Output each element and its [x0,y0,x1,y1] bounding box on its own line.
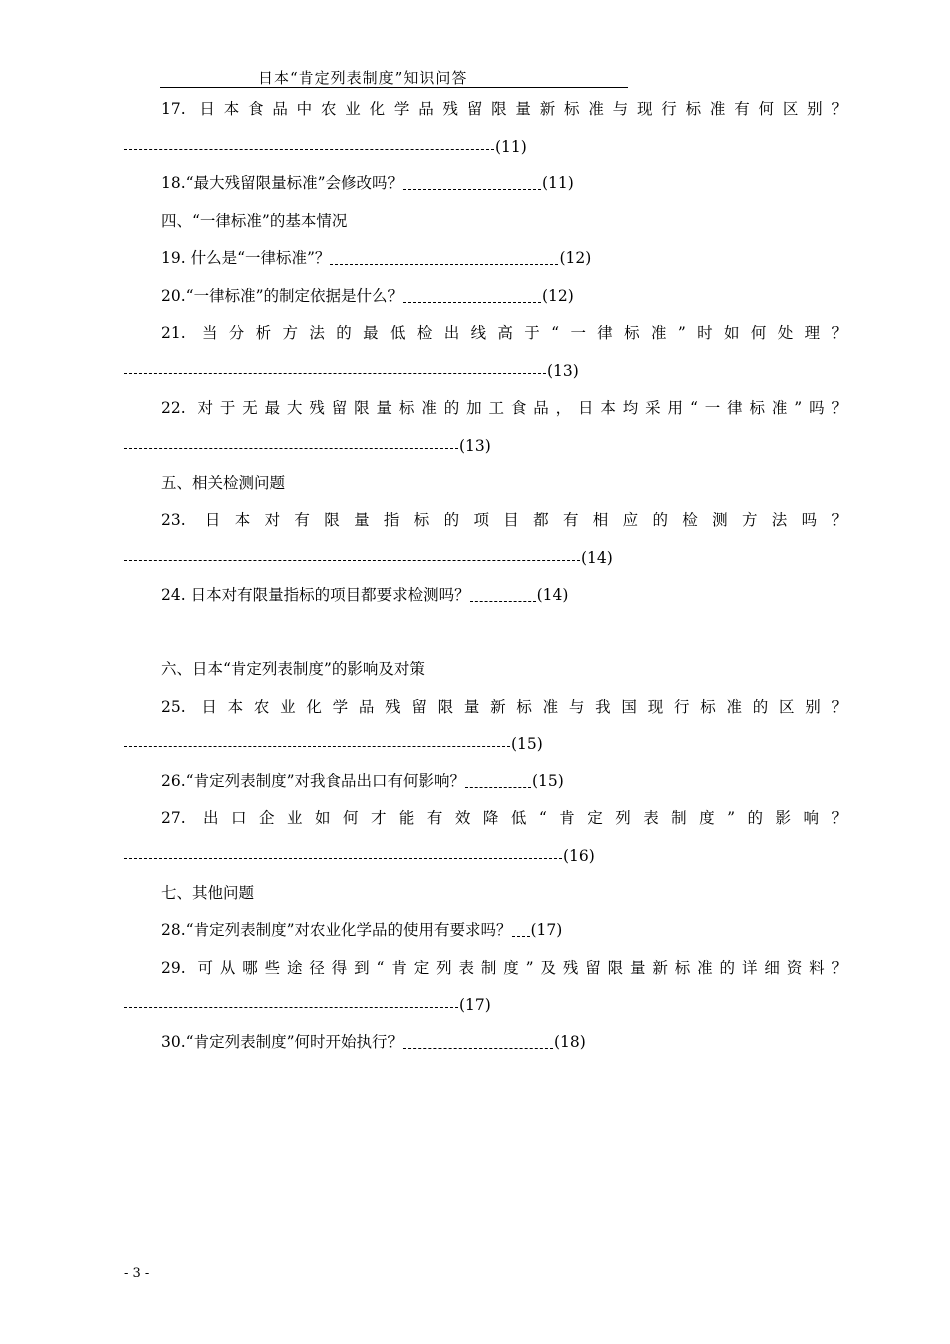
toc-entry-26[interactable] [161,770,564,792]
toc-entry-21-title: 21. 当分析方法的最低检出线高于“一律标准”时如何处理？ [161,324,847,342]
toc-entry-28-title: 28.“肯定列表制度”对农业化学品的使用有要求吗？ [161,921,512,939]
dot-leader [403,302,541,303]
dot-leader [124,448,458,449]
dot-leader [465,787,531,788]
toc-entry-30[interactable] [161,1031,586,1053]
section-heading-4: 四、“一律标准”的基本情况 [161,212,348,230]
toc-entry-25-page[interactable]: (15) [511,735,543,753]
running-header: 日本“肯定列表制度”知识问答 [160,68,628,88]
dot-leader [124,746,510,747]
toc-entry-20[interactable] [161,285,574,307]
toc-entry-26-title: 26.“肯定列表制度”对我食品出口有何影响？ [161,772,465,790]
toc-entry-22-title: 22. 对于无最大残留限量标准的加工食品，日本均采用“一律标准”吗？ [161,399,847,417]
toc-entry-27-leader [124,845,595,867]
toc-entry-26-page: (15) [532,772,564,790]
toc-entry-29-page[interactable]: (17) [459,996,491,1014]
dot-leader [124,1007,458,1008]
dot-leader [124,373,546,374]
toc-entry-23-leader [124,547,613,569]
page-number: - 3 - [124,1266,150,1281]
toc-entry-28[interactable] [161,919,562,941]
toc-entry-21-leader [124,360,579,382]
toc-entry-23-page[interactable]: (14) [581,549,613,567]
toc-entry-19-page: (12) [559,249,592,267]
section-heading-6: 六、日本“肯定列表制度”的影响及对策 [161,660,425,678]
dot-leader [512,936,530,937]
toc-entry-24[interactable] [161,584,568,606]
toc-entry-28-page: (17) [530,921,563,939]
toc-entry-29-title: 29. 可从哪些途径得到“肯定列表制度”及残留限量新标准的详细资料？ [161,959,847,977]
toc-entry-20-page: (12) [542,287,574,305]
toc-entry-22-page[interactable]: (13) [459,437,491,455]
dot-leader [403,1048,553,1049]
dot-leader [124,560,580,561]
toc-entry-25-title: 25. 日本农业化学品残留限量新标准与我国现行标准的区别？ [161,698,847,716]
dot-leader [330,264,558,265]
section-heading-7: 七、其他问题 [161,884,255,902]
toc-entry-30-title: 30.“肯定列表制度”何时开始执行？ [161,1033,403,1051]
toc-entry-18-page: (11) [542,174,574,192]
dot-leader [403,189,541,190]
toc-entry-18-title: 18.“最大残留限量标准”会修改吗？ [161,174,403,192]
toc-entry-30-page: (18) [554,1033,586,1051]
dot-leader [470,601,536,602]
toc-entry-18[interactable] [161,172,574,194]
dot-leader [124,858,562,859]
toc-entry-19[interactable] [161,247,591,269]
toc-entry-20-title: 20.“一律标准”的制定依据是什么？ [161,287,403,305]
toc-entry-22-leader [124,435,491,457]
section-heading-5: 五、相关检测问题 [161,474,286,492]
toc-entry-24-page: (14) [536,586,569,604]
toc-entry-17-title: 17. 日本食品中农业化学品残留限量新标准与现行标准有何区别？ [161,100,847,118]
toc-entry-17-page[interactable]: (11) [495,138,527,156]
dot-leader [124,149,494,150]
toc-entry-21-page[interactable]: (13) [547,362,579,380]
toc-entry-29-leader [124,994,491,1016]
toc-entry-25-leader [124,733,543,755]
toc-entry-27-page[interactable]: (16) [563,847,595,865]
toc-entry-27-title: 27. 出口企业如何才能有效降低“肯定列表制度”的影响？ [161,809,847,827]
toc-entry-17-leader [124,136,527,158]
toc-entry-23-title: 23. 日本对有限量指标的项目都有相应的检测方法吗？ [161,511,847,529]
toc-entry-19-title: 19. 什么是“一律标准”？ [161,249,331,267]
toc-entry-24-title: 24. 日本对有限量指标的项目都要求检测吗？ [161,586,470,604]
